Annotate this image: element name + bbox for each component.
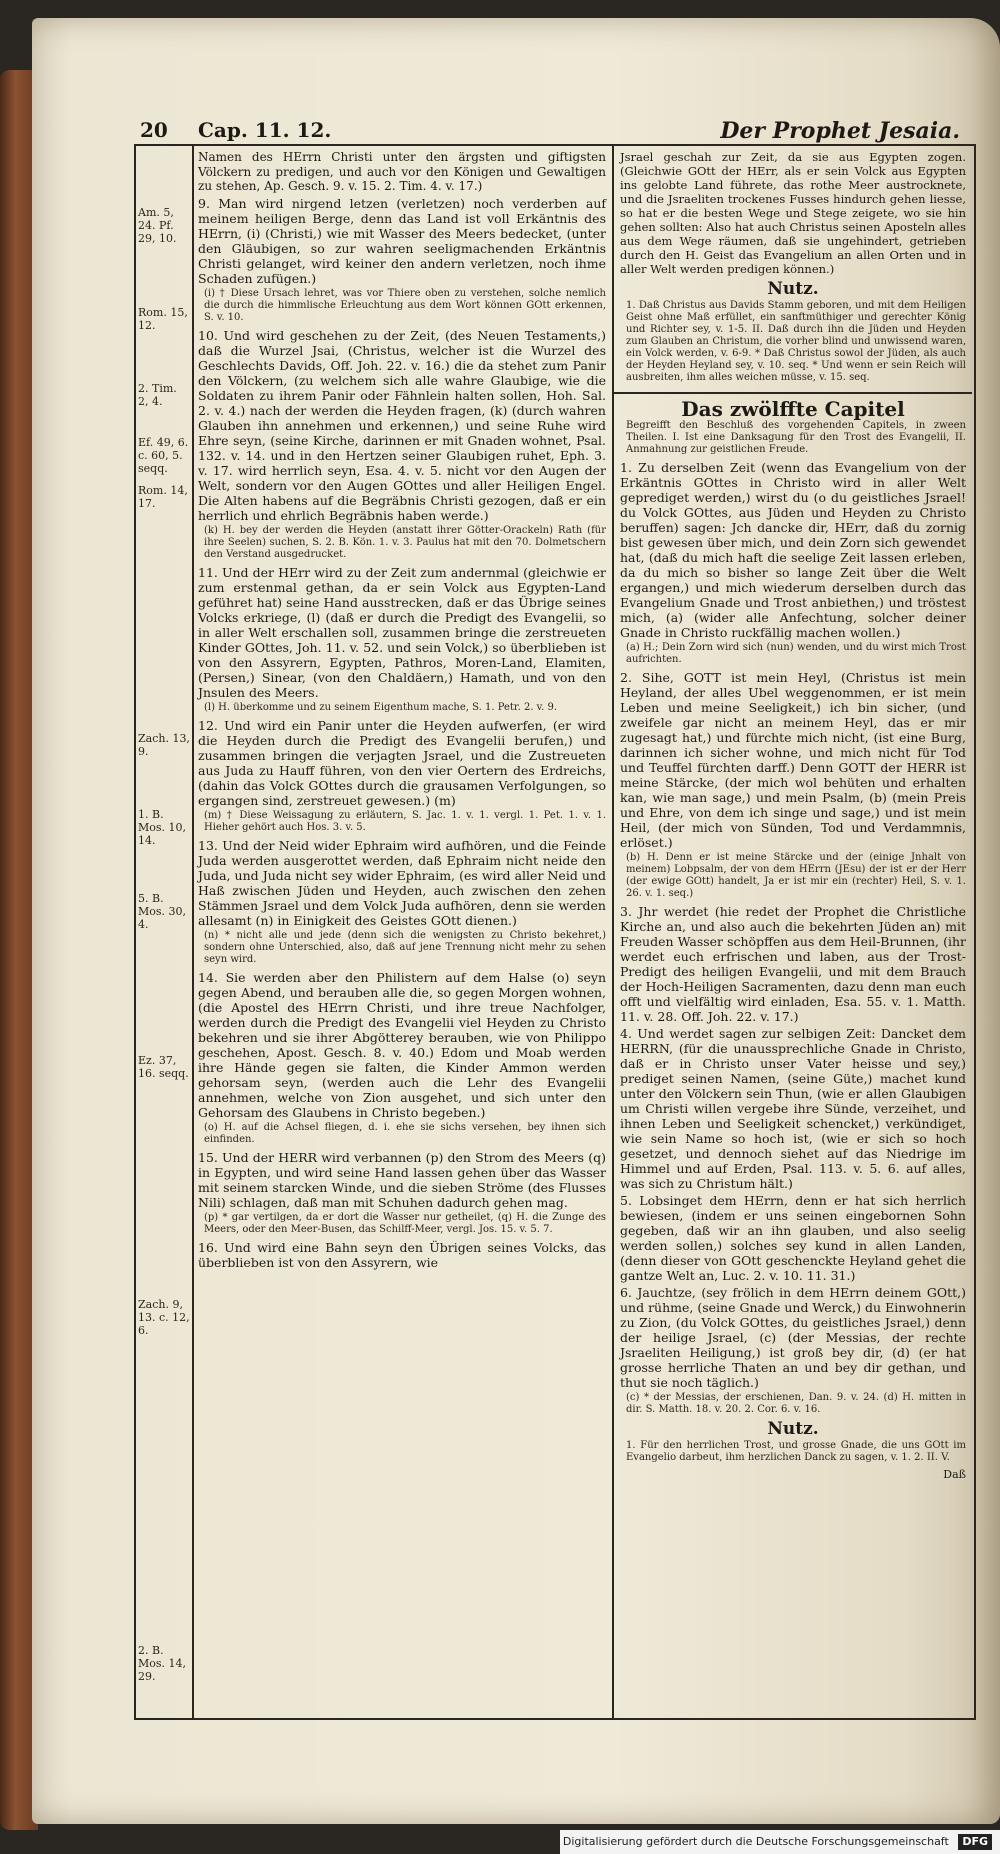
margin-ref: Zach. 13, 9.	[138, 732, 190, 758]
page-header	[140, 118, 960, 146]
verse-15: 15. Und der HERR wird verbannen (p) den Strom des Meers (q) in Egypten, und wird seine Hand lassen gehen über das Wasser mit seinem starcken Winde, und die sieben Ströme (des Flusses Nili) schlagen, daß man mit Schuhen dadurch gehen mag.	[198, 1149, 606, 1210]
verse-11: 11. Und der HErr wird zu der Zeit zum andernmal (gleichwie er zum erstenmal gethan, da er sein Volck aus Egypten-Land geführet hat) seine Hand ausstrecken, daß er das Übrige seines Volcks erkriege, (l) (daß er durch die Predigt des Evangelii, so in aller Welt erschallen soll, zusammen bringe die zerstreueten Kinder GOttes, Joh. 11. v. 52. und sein Volck,) so überblieben ist von den Assyrern, Egypten, Pathros, Moren-Land, Elamiten, (Persen,) Sinear, (von den Chaldäern,) Hamath, und von den Jnsulen des Meers.	[198, 564, 606, 700]
chapter12-verse-4: 4. Und werdet sagen zur selbigen Zeit: Dancket dem HERRN, (für die unaussprechliche Gnade in Christo, daß er in Christo unser Vater heisse und sey,) prediget seinen Namen, (seine Güte,) machet kund unter den Völckern sein Thun, (wie er allen Glaubigen um Christi willen vergebe ihre Sünde, verzeihet, und ihnen Leben und Seeligkeit schencket,) verkündiget, wie sein Name so hoch ist, (wie er sich so hoch gesetzet, und dennoch siehet auf das Niedrige im Himmel und auf Erden, Psal. 113. v. 5. 6. auf alles, was sich zu Christum hält.)	[620, 1026, 966, 1191]
margin-ref: 1. B. Mos. 10, 14.	[138, 808, 187, 847]
margin-ref: 2. Tim. 2, 4.	[138, 382, 177, 408]
chapter12-verse-6: 6. Jauchtze, (sey frölich in dem HErrn deinem GOtt,) und rühme, (seine Gnade und Werck,) du Einwohnerin zu Zion, (du Volck GOttes, du geistliches Jsrael,) denn der heilige Jsrael, (c) (der Messias, der rechte Jsraeliten Heiligung,) ist groß bey dir, (d) (er hat grosse herrliche Thaten an und bey dir gethan, und thut sie noch täglich.)	[620, 1285, 966, 1390]
margin-rule	[192, 144, 195, 1718]
chapter12-verse-5: 5. Lobsinget dem HErrn, denn er hat sich herrlich bewiesen, (indem er uns seinen eingebornen Sohn gegeben, daß wir an ihn glauben, und also seelig werden sollen,) solches sey kund in allen Landen, (denn dieser von GOtt geschenckte Heyland gehet die gantze Welt an, Luc. 2. v. 10. 11. 31.)	[620, 1193, 966, 1283]
nutz-text-2: 1. Für den herrlichen Trost, und grosse Gnade, die uns GOtt im Evangelio darbeut, ihm herzlichen Danck zu sagen, v. 1. 2. II. V.	[626, 1440, 966, 1463]
catchword: Daß	[943, 1468, 966, 1481]
left-column	[198, 150, 606, 1710]
footnote-k: (k) H. bey der werden die Heyden (anstatt ihrer Götter-Orackeln) Rath (für ihre Seelen) suchen, S. 2. B. Kön. 1. v. 3. Paulus hat mit den 70. Dolmetschern den Verstand ausgedrucket.	[204, 524, 606, 560]
margin-references	[134, 144, 192, 1716]
verse-9: 9. Man wird nirgend letzen (verletzen) noch verderben auf meinem heiligen Berge, denn das Land ist voll Erkäntnis des HErrn, (i) (Christi,) wie mit Wasser des Meers bedecket, (unter den Gläubigen, so zur wahren seeligmachenden Erkäntnis Christi gelanget, wird keiner den andern verletzen, noch ihme Schaden zufügen.)	[198, 195, 606, 286]
verse-12: 12. Und wird ein Panir unter die Heyden aufwerfen, (er wird die Heyden durch die Predigt des Evangelii berufen,) und zusammen bringen die verjagten Jsrael, und die Zustreueten aus Juda zu Hauff führen, von den vier Oertern des Erdreichs, (dahin das Volck GOttes durch die grausamen Verfolgungen, so ergangen sind, zerstreuet gewesen.) (m)	[198, 717, 606, 808]
margin-ref: Ef. 49, 6. c. 60, 5. seqq.	[138, 436, 189, 475]
chapter12-verse-2: 2. Sihe, GOTT ist mein Heyl, (Christus ist mein Heyland, der alles Ubel weggenommen, er ist mein Leben und meine Seeligkeit,) ich bin sicher, (und zweifele gar nicht an meinem Heyl, das er mir zugesagt hat,) und fürchte mich nicht, (ist eine Burg, darinnen ich sicher wohne, und mich nicht für Tod und Teuffel fürchten darff.) Denn GOTT der HERR ist meine Stärcke, (der mich wol behüten und erhalten kan, wie man sage,) und mein Psalm, (b) (mein Preis und Ehre, von dem ich singe und sage,) und ist mein Heil, (der mich von Sünden, Tod und Verdammnis, erlöset.)	[620, 670, 966, 850]
verse-13: 13. Und der Neid wider Ephraim wird aufhören, und die Feinde Juda werden ausgerottet werden, daß Ephraim nicht neide den Juda, und Juda nicht sey wider Ephraim, (es wird aller Neid und Haß zwischen Jüden und Heyden, auch zwischen den zehen Stämmen Jsrael und dem Volck Juda aufhören, denn sie werden allesamt (n) in Einigkeit des Geistes GOtt dienen.)	[198, 837, 606, 928]
footnote-c-d: (c) * der Messias, der erschienen, Dan. 9. v. 24. (d) H. mitten in dir. S. Matth. 18. v. 20. 2. Cor. 6. v. 16.	[626, 1392, 966, 1415]
footnote-i: (i) † Diese Ursach lehret, was vor Thiere oben zu verstehen, solche nemlich die durch die himmlische Erleuchtung aus dem Wort können GOtt erkennen, S. v. 10.	[204, 287, 606, 323]
margin-ref: Rom. 14, 17.	[138, 484, 188, 510]
column-divider	[612, 144, 615, 1718]
chapter12-verse-3: 3. Jhr werdet (hie redet der Prophet die Christliche Kirche an, und also auch die bekehrten Jüden an) mit Freuden Wasser schöpffen aus dem Heil-Brunnen, (ihr werdet euch erfrischen und laben, aus der Trost-Predigt des heiligen Evangelii, und mit dem Brauch der Hoch-Heiligen Sacramenten, dazu denn man euch offt und vielfältig wird einladen, Esa. 55. v. 1. Matth. 11. v. 28. Off. Joh. 22. v. 17.)	[620, 904, 966, 1024]
chapter12-verse-1: 1. Zu derselben Zeit (wenn das Evangelium von der Erkäntnis GOttes in Christo wird in aller Welt geprediget werden,) wirst du (o du geistliches Jsrael! du Volck GOttes, aus Jüden und Heyden zu Christo beruffen) sagen: Jch dancke dir, HErr, daß du zornig bist gewesen über mich, und dein Zorn sich gewendet hat, (daß du mich haft die seelige Zeit lassen erleben, da du mich so bisher so lange Zeit über die Welt ergangen,) und mich wiederum derselben durch das Evangelium Gnade und Trost anbiethen,) und tröstest mich, (a) (wider alle Anfechtung, solcher deiner Gnade in Christo ruckfällig machen wollen.)	[620, 460, 966, 640]
nutz-heading-2: Nutz.	[767, 1419, 819, 1439]
footnote-o: (o) H. auf die Achsel fliegen, d. i. ehe sie sichs versehen, bey ihnen sich einfinden.	[204, 1121, 606, 1145]
footnote-m: (m) † Diese Weissagung zu erläutern, S. Jac. 1. v. 1. vergl. 1. Pet. 1. v. 1. Hieher gehört auch Hos. 3. v. 5.	[204, 809, 606, 833]
margin-ref: Am. 5, 24. Pf. 29, 10.	[138, 206, 177, 245]
margin-ref: 5. B. Mos. 30, 4.	[138, 892, 187, 931]
margin-ref: 2. B. Mos. 14, 29.	[138, 1644, 187, 1683]
nutz-text: 1. Daß Christus aus Davids Stamm geboren, und mit dem Heiligen Geist ohne Maß erfüllet, ein sanftmüthiger und gerechter König und Richter sey, v. 1-5. II. Daß durch ihn die Jüden und Heyden zum Glauben an Christum, die vorher blind und unwissend waren, ein Volck werden, v. 6-9. * Daß Christus sowol der Jüden, als auch der Heyden Heyland sey, v. 10. seq. * Und wenn er sein Reich will ausbreiten, ihm alles weichen müsse, v. 15. seq.	[626, 300, 966, 383]
verse-continuation: Namen des HErrn Christi unter den ärgsten und giftigsten Völckern zu predigen, und auch vor den Königen und Gewaltigen zu stehen, Ap. Gesch. 9. v. 15. 2. Tim. 4. v. 17.)	[198, 150, 606, 193]
footnote-n: (n) * nicht alle und jede (denn sich die wenigsten zu Christo bekehret,) sondern ohne Unterschied, also, daß auf jene Trennung nicht mehr zu sehen seyn wird.	[204, 929, 606, 965]
nutz-heading: Nutz.	[767, 279, 819, 299]
footnote-p-q: (p) * gar vertilgen, da er dort die Wasser nur getheilet, (q) H. die Zunge des Meers, oder den Meer-Busen, das Schilff-Meer, vergl. Jos. 15. v. 5. 7.	[204, 1211, 606, 1235]
credit-text: Digitalisierung gefördert durch die Deutsche Forschungsgemeinschaft	[562, 1835, 949, 1848]
section-divider	[614, 392, 972, 394]
verse-16-continuation: Jsrael geschah zur Zeit, da sie aus Egypten zogen. (Gleichwie GOtt der HErr, als er sein Volck aus Egypten ins gelobte Land führete, das rothe Meer austrocknete, und die Jsraeliten trockenes Fusses hindurch gehen liesse, so hat er die besten Wege und Stege zeigete, wo sie hin gehen sollten: Also hat auch Christus seinen Aposteln alles aus dem Wege räumen, daß sie ungehindert, getrieben durch den H. Geist das Evangelium an allen Orten und in aller Welt werden predigen können.)	[620, 150, 966, 276]
margin-ref: Ez. 37, 16. seqq.	[138, 1054, 189, 1080]
margin-ref: Rom. 15, 12.	[138, 306, 188, 332]
chapter-summary: Begreifft den Beschluß des vorgehenden Capitels, in zween Theilen. I. Ist eine Danksagung für den Trost des Evangelii, II. Anmahnung zur geistlichen Freude.	[626, 420, 966, 455]
chapter-title: Das zwölffte Capitel	[681, 397, 905, 421]
verse-16: 16. Und wird eine Bahn seyn den Übrigen seines Volcks, das überblieben ist von den Assyrern, wie	[198, 1239, 606, 1270]
running-title: Der Prophet Jesaia.	[720, 118, 960, 144]
margin-ref: Zach. 9, 13. c. 12, 6.	[138, 1298, 190, 1337]
right-column	[620, 150, 966, 1710]
footnote-l: (l) H. überkomme und zu seinem Eigenthum mache, S. 1. Petr. 2. v. 9.	[204, 701, 558, 713]
verse-10: 10. Und wird geschehen zu der Zeit, (des Neuen Testaments,) daß die Wurzel Jsai, (Christus, welcher ist die Wurzel des Geschlechts Davids, Off. Joh. 22. v. 16.) die da stehet zum Panir den Völckern, (zu welchem sich alle wahre Glaubige, wie die Soldaten zu ihrem Panir oder Fähnlein halten sollen, Hoh. Sal. 2. v. 4.) nach der werden die Heyden fragen, (k) (durch wahren Glauben ihn annehmen und erkennen,) und seine Ruhe wird Ehre seyn, (seine Kirche, darinnen er mit Gnaden wohnet, Psal. 132. v. 14. und in den Hertzen seiner Glaubigen ruhet, Eph. 3. v. 17. wird herrlich seyn, Esa. 4. v. 5. nicht vor den Augen der Welt, sondern vor den Augen GOttes und aller Heiligen Engel. Die Alten habens auf die Begräbnis Christi gezogen, daß er ein herrlich und ehrlich Begräbnis haben werde.)	[198, 327, 606, 523]
footnote-a: (a) H.; Dein Zorn wird sich (nun) wenden, und du wirst mich Trost aufrichten.	[626, 642, 966, 665]
footnote-b: (b) H. Denn er ist meine Stärcke und der (einige Jnhalt von meinem) Lobpsalm, der von dem HErrn (JEsu) der ist er der Herr (der ewige GOtt) handelt, Ja er ist mir ein (rechter) Heil, S. v. 1. 26. v. 1. seq.)	[626, 852, 966, 899]
verse-14: 14. Sie werden aber den Philistern auf dem Halse (o) seyn gegen Abend, und berauben alle die, so gegen Morgen wohnen, (die Apostel des HErrn Christi, und ihre treue Nachfolger, werden durch die Predigt des Evangelii viel Heyden zu Christo bekehren und sie ihrer Abgötterey berauben, wie von Philippo geschehen, Apost. Gesch. 8. v. 40.) Edom und Moab werden ihre Hände gegen sie falten, die Kinder Ammon werden gehorsam seyn, (werden auch die Lehr des Evangelii annehmen, welche von Zion ausgehet, und sich unter den Gehorsam des Glaubens in Christo begeben.)	[198, 969, 606, 1120]
dfg-logo: DFG	[958, 1834, 992, 1850]
chapter-reference: Cap. 11. 12.	[198, 118, 332, 142]
page-number: 20	[140, 118, 168, 142]
digitization-credit	[560, 1830, 1000, 1854]
